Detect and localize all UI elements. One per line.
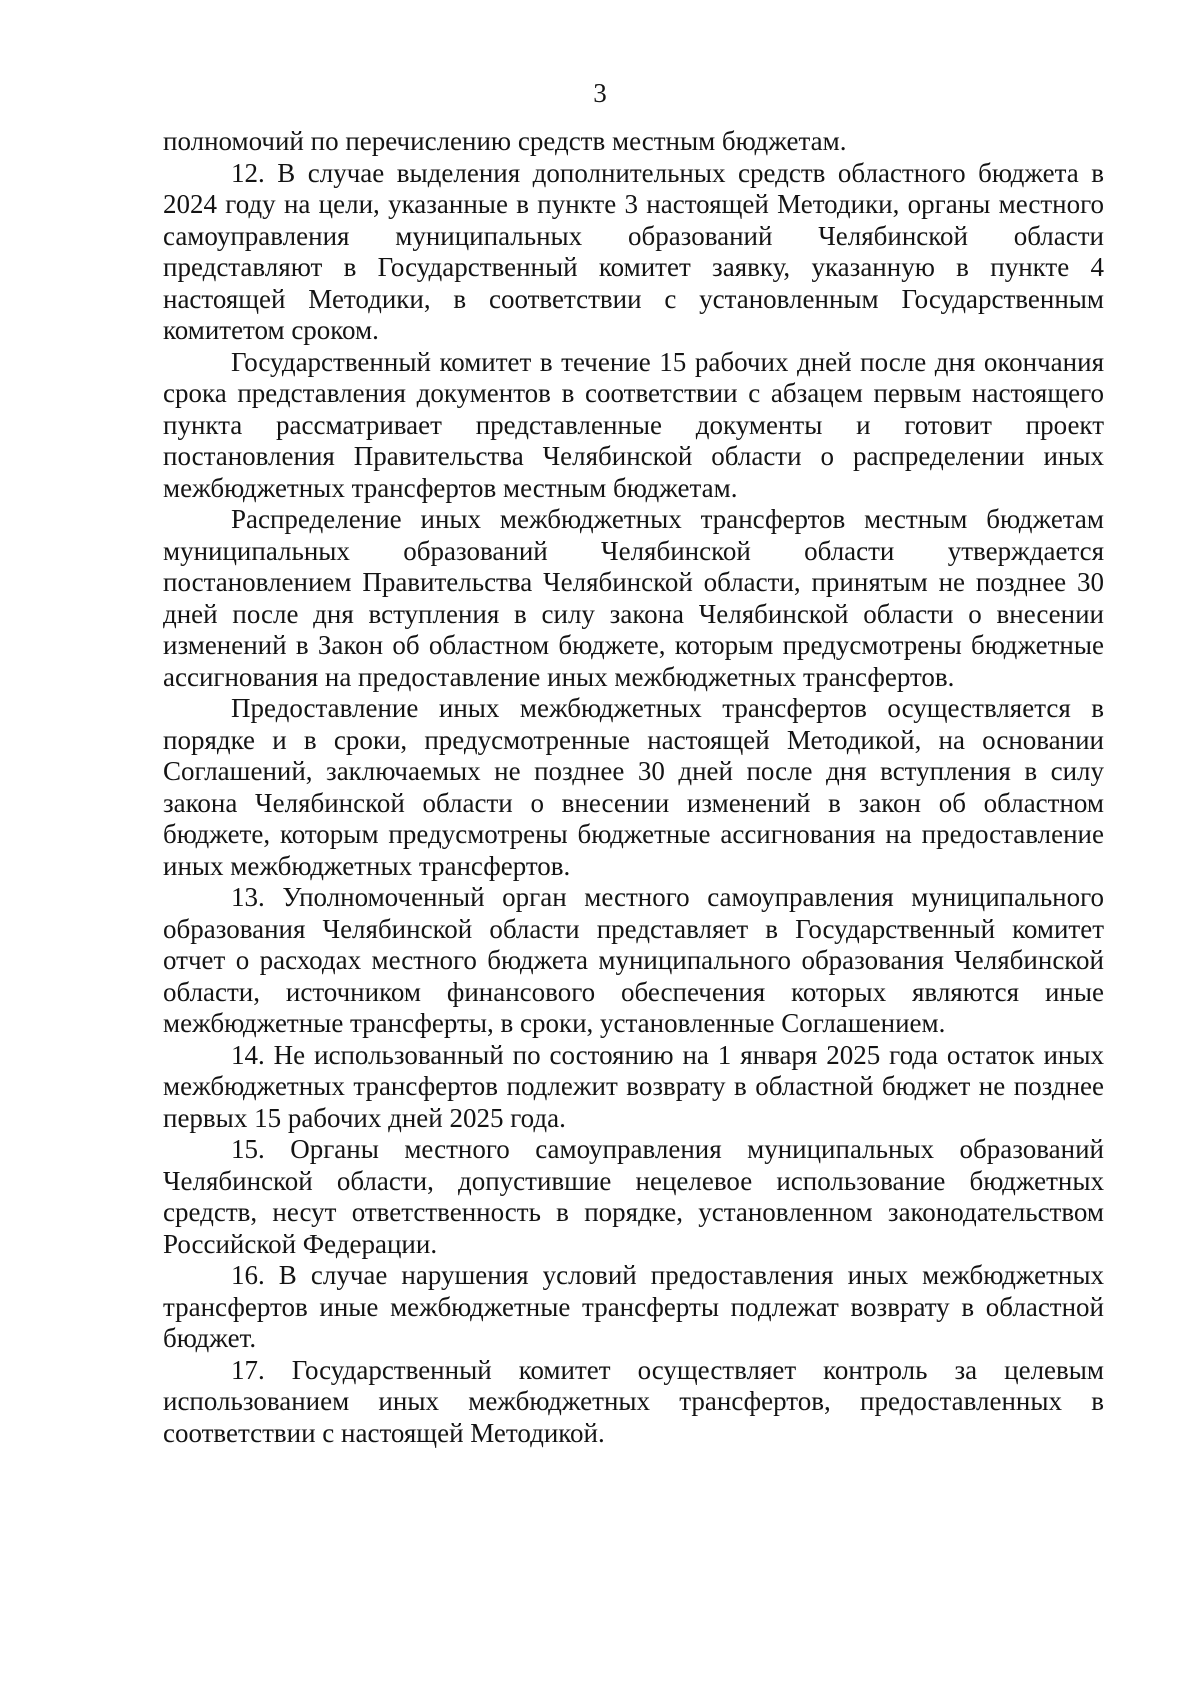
paragraph-item-17: 17. Государственный комитет осуществляет контроль за целевым использованием иных межбюджетных трансфертов, предоставленных в соответствии с настоящей Методикой. — [163, 1354, 1104, 1448]
paragraph-provision: Предоставление иных межбюджетных трансфертов осуществляется в порядке и в сроки, предусмотренные настоящей Методикой, на основании Соглашений, заключаемых не позднее 30 дней после дня вступления в силу закона Челябинской области о внесении изменений в закон об областном бюджете, которым предусмотрены бюджетные ассигнования на предоставление иных межбюджетных трансфертов. — [163, 693, 1104, 881]
paragraph-continuation: полномочий по перечислению средств местным бюджетам. — [163, 126, 847, 156]
paragraph-committee-review: Государственный комитет в течение 15 рабочих дней после дня окончания срока представления документов в соответствии с абзацем первым настоящего пункта рассматривает представленные документы и готовит проект постановления Правительства Челябинской области о распределении иных межбюджетных трансфертов местным бюджетам. — [163, 346, 1104, 503]
document-body — [163, 126, 1104, 1449]
paragraph-item-13: 13. Уполномоченный орган местного самоуправления муниципального образования Челябинской области представляет в Государственный комитет отчет о расходах местного бюджета муниципального образования Челябинской области, источником финансового обеспечения которых являются иные межбюджетные трансферты, в сроки, установленные Соглашением. — [163, 882, 1104, 1038]
paragraph-item-12: 12. В случае выделения дополнительных средств областного бюджета в 2024 году на цели, указанные в пункте 3 настоящей Методики, органы местного самоуправления муниципальных образований Челябинской области представляют в Государственный комитет заявку, указанную в пункте 4 настоящей Методики, в соответствии с установленным Государственным комитетом сроком. — [163, 157, 1104, 345]
paragraph-distribution: Распределение иных межбюджетных трансфертов местным бюджетам муниципальных образований Челябинской области утверждается постановлением Правительства Челябинской области, принятым не позднее 30 дней после дня вступления в силу закона Челябинской области о внесении изменений в Закон об областном бюджете, которым предусмотрены бюджетные ассигнования на предоставление иных межбюджетных трансфертов. — [163, 504, 1104, 692]
paragraph-item-16: 16. В случае нарушения условий предоставления иных межбюджетных трансфертов иные межбюджетные трансферты подлежат возврату в областной бюджет. — [163, 1260, 1104, 1353]
paragraph-item-15: 15. Органы местного самоуправления муниципальных образований Челябинской области, допустившие нецелевое использование бюджетных средств, несут ответственность в порядке, установленном законодательством Российской Федерации. — [163, 1134, 1104, 1259]
page-number: 3 — [593, 78, 607, 108]
paragraph-item-14: 14. Не использованный по состоянию на 1 января 2025 года остаток иных межбюджетных трансфертов подлежит возврату в областной бюджет не позднее первых 15 рабочих дней 2025 года. — [163, 1039, 1104, 1133]
